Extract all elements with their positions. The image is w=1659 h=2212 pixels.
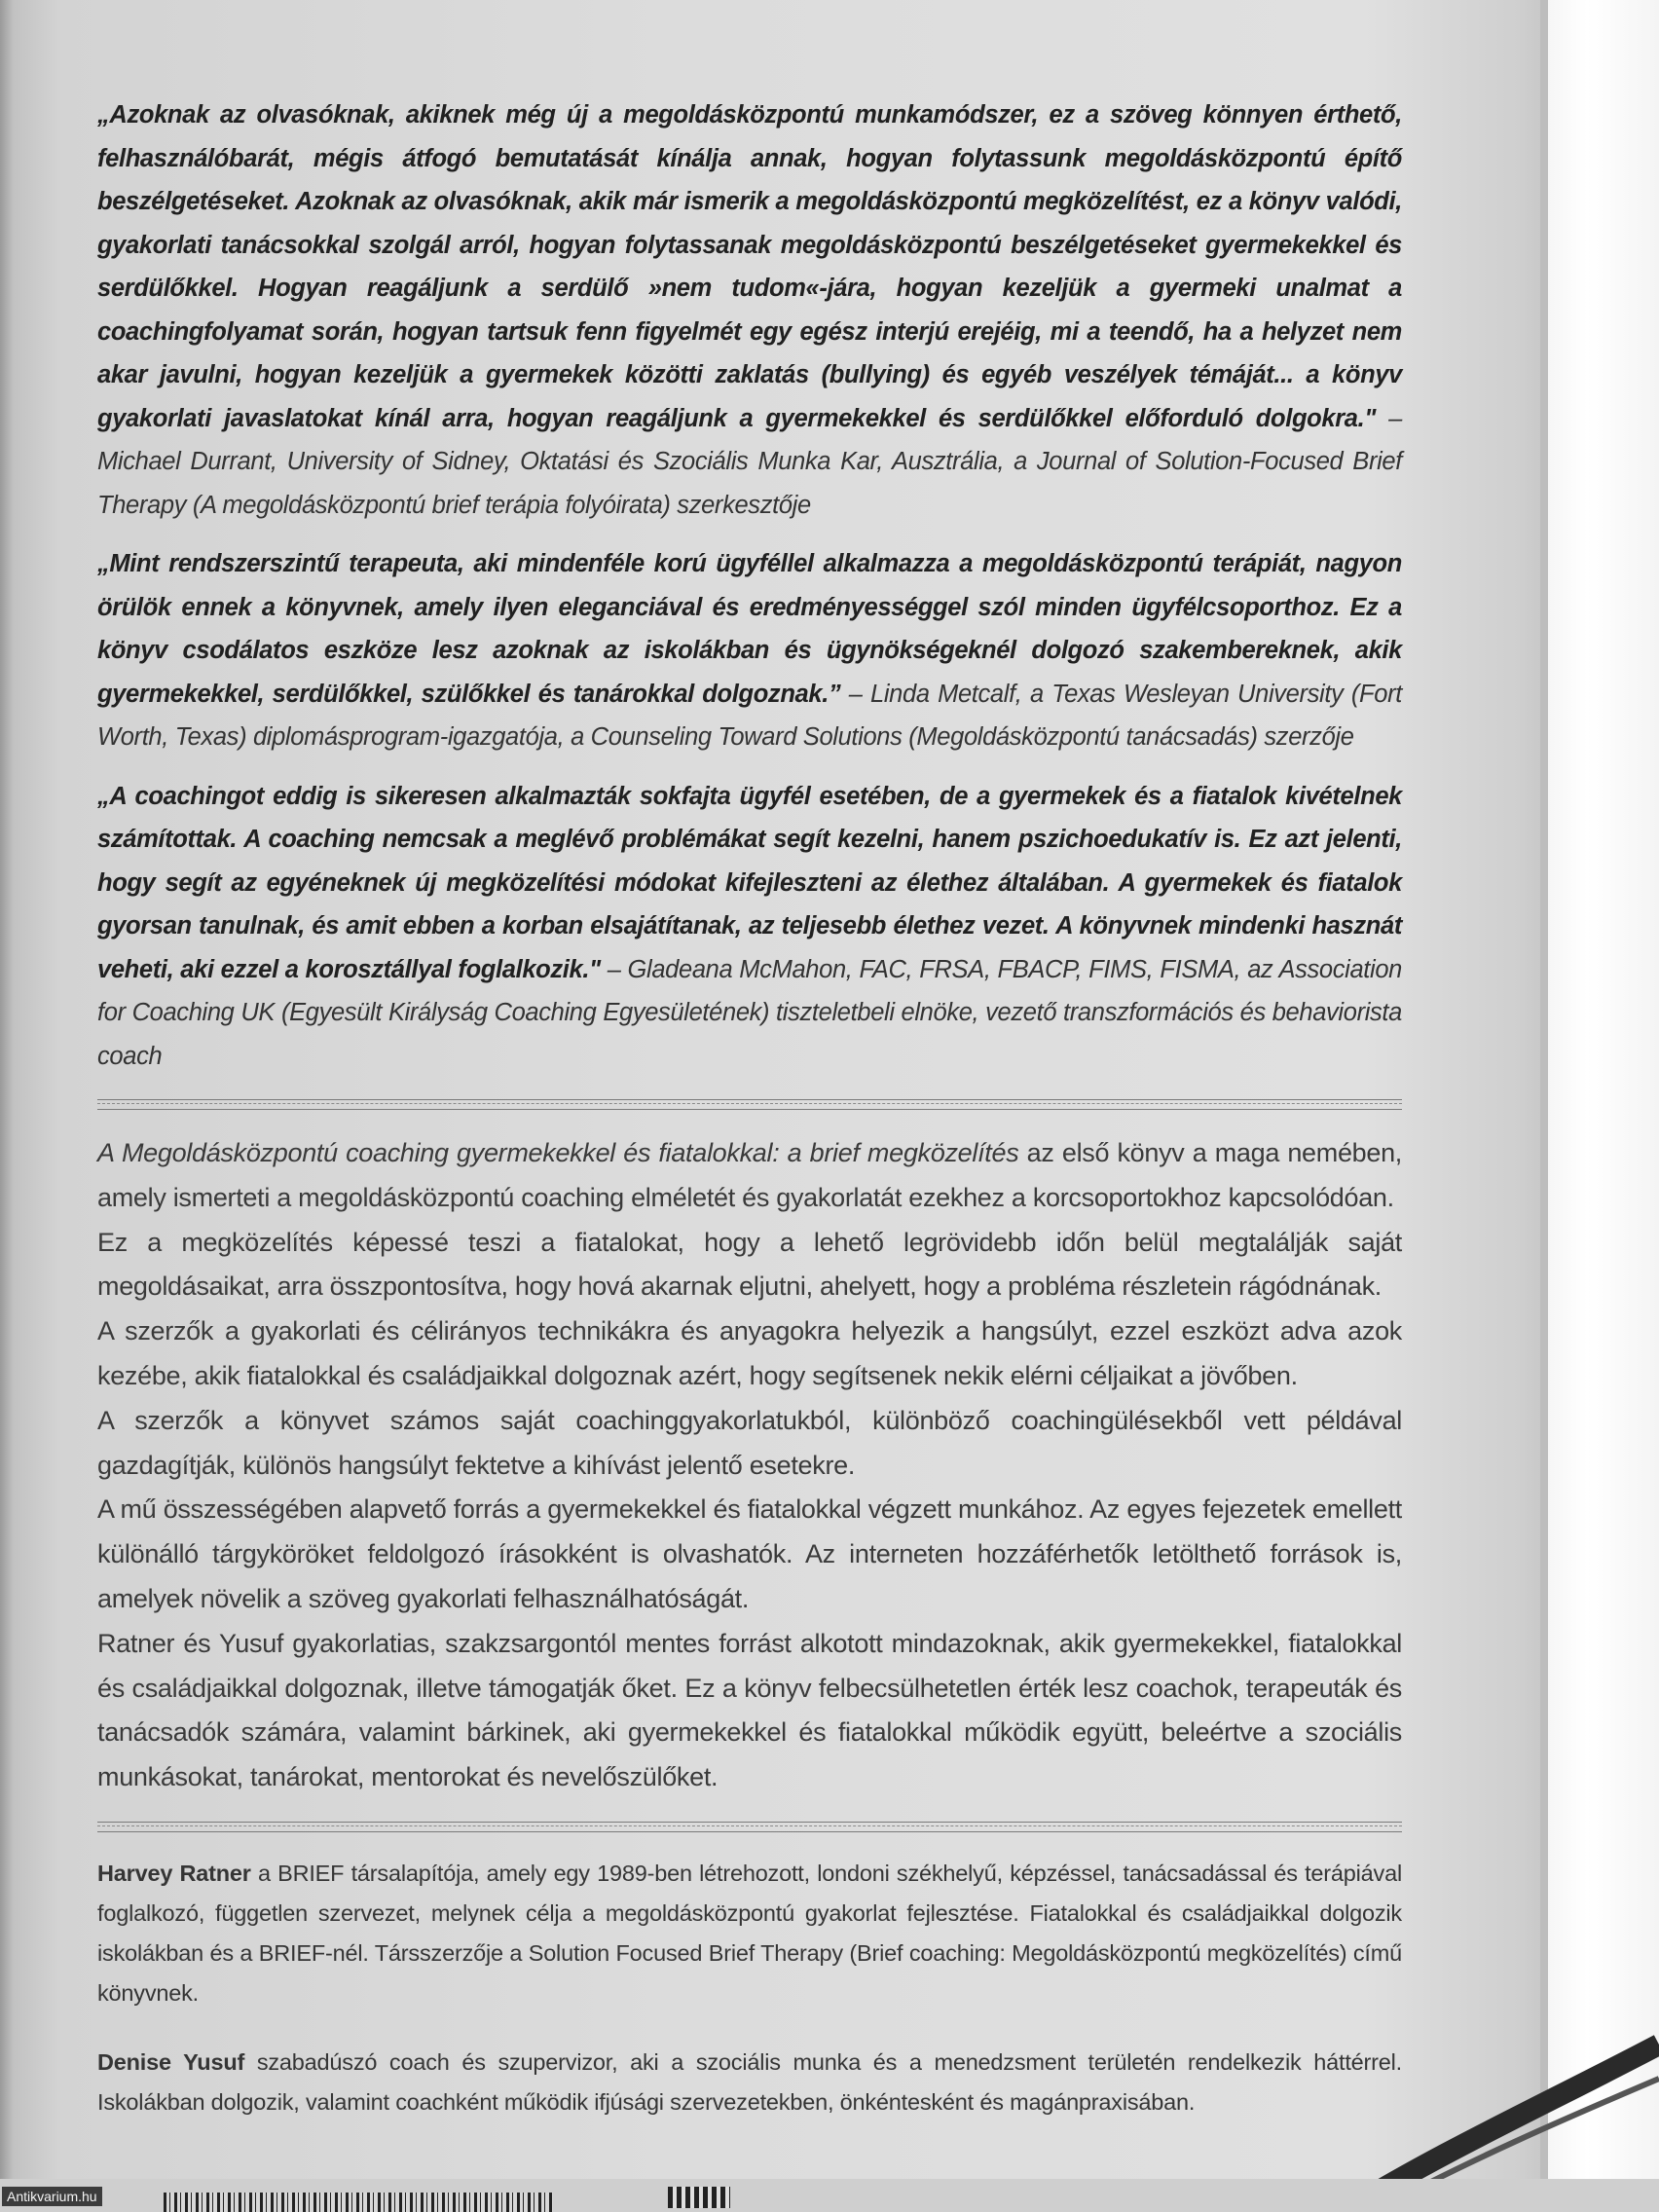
description-paragraph (97, 1131, 1402, 1221)
spine-line (1540, 0, 1548, 2212)
quote-attribution: – Michael Durrant, University of Sidney, Oktatási és Szociális Munka Kar, Ausztrália, a Journal of Solution-Focused Brief Therapy (A megoldásközpontú brief terápia folyóirata) szerkesztője (97, 404, 1402, 519)
description-text: az első könyv a maga nemében, amely ismerteti a megoldásközpontú coaching elméletét és gyakorlatát ezekhez a korcsoportokhoz kapcsolódóan. (97, 1138, 1403, 1212)
divider-1 (97, 1099, 1402, 1110)
back-cover-text (97, 93, 1402, 2122)
description-paragraph: A szerzők a könyvet számos saját coachinggyakorlatukból, különböző coachingülésekből vett példával gazdagítják, különös hangsúlyt fektetve a kihívást jelentő esetekre. (97, 1405, 1402, 1480)
book-description (97, 1131, 1402, 1800)
description-paragraph: Ez a megközelítés képessé teszi a fiatalokat, hogy a lehető legrövidebb időn belül megtalálják saját megoldásaikat, arra összpontosítva, hogy hová akarnak eljutni, ahelyett, hogy a probléma részletein rágódnának. (97, 1227, 1402, 1302)
quote-text: „Mint rendszerszintű terapeuta, aki mindenféle korú ügyféllel alkalmazza a megoldásközpontú terápiát, nagyon örülök ennek a könyvnek, amely ilyen eleganciával és eredményességgel szól minden ügyfélcsoporthoz. Ez a könyv csodálatos eszköze lesz azoknak az iskolákban és ügynökségeknél dolgozó szakembereknek, akik gyermekekkel, serdülőkkel, szülőkkel és tanárokkal dolgoznak.” (97, 550, 1402, 708)
watermark: Antikvarium.hu (2, 2187, 102, 2206)
author-name: Harvey Ratner (97, 1860, 251, 1886)
book-title: A Megoldásközpontú coaching gyermekekkel és fiatalokkal: a brief megközelítés (97, 1138, 1019, 1167)
cover-edge (1548, 0, 1659, 2212)
quote-attribution: – Gladeana McMahon, FAC, FRSA, FBACP, FIMS, FISMA, az Association for Coaching UK (Egyesült Királyság Coaching Egyesületének) tiszteletbeli elnöke, vezető transzformációs és behaviorista coach (97, 955, 1402, 1070)
quote-mcmahon (97, 775, 1402, 1079)
barcode (164, 2193, 553, 2212)
author-bios (97, 1854, 1402, 2122)
quote-text: „Azoknak az olvasóknak, akiknek még új a megoldásközpontú munkamódszer, ez a szöveg könnyen érthető, felhasználóbarát, mégis átfogó bemutatását kínálja annak, hogyan folytassunk megoldásközpontú építő beszélgetéseket. Azoknak az olvasóknak, akik már ismerik a megoldásközpontú megközelítést, ez a könyv valódi, gyakorlati tanácsokkal szolgál arról, hogyan folytassanak megoldásközpontú beszélgetéseket gyermekekkel és serdülőkkel. Hogyan reagáljunk a serdülő »nem tudom«-jára, hogyan kezeljük a gyermeki unalmat a coachingfolyamat során, hogyan tartsuk fenn figyelmét egy egész interjú erejéig, mi a teendő, ha a helyzet nem akar javulni, hogyan kezeljük a gyermekek közötti zaklatás (bullying) és egyéb veszélyek témáját... a könyv gyakorlati javaslatokat kínál arra, hogyan reagáljunk a gyermekekkel és serdülőkkel előforduló dolgokra." (97, 101, 1402, 432)
description-paragraph: A szerzők a gyakorlati és célirányos technikákra és anyagokra helyezik a hangsúlyt, ezzel eszközt adva azok kezébe, akik fiatalokkal és családjaikkal dolgoznak azért, hogy segítsenek nekik elérni céljaikat a jövőben. (97, 1316, 1402, 1390)
divider-2 (97, 1822, 1402, 1832)
author-bio-yusuf (97, 2043, 1402, 2122)
quote-attribution: – Linda Metcalf, a Texas Wesleyan University (Fort Worth, Texas) diplomásprogram-igazgatója, a Counseling Toward Solutions (Megoldásközpontú tanácsadás) szerzője (97, 680, 1402, 751)
author-name: Denise Yusuf (97, 2048, 245, 2075)
author-bio-ratner (97, 1854, 1402, 2013)
description-paragraph: A mű összességében alapvető forrás a gyermekekkel és fiatalokkal végzett munkához. Az egyes fejezetek emellett különálló tárgyköröket feldolgozó írásokként is olvashatók. Az interneten hozzáférhetők letölthető források is, amelyek növelik a szöveg gyakorlati felhasználhatóságát. (97, 1494, 1402, 1613)
author-bio-text: szabadúszó coach és szupervizor, aki a szociális munka és a menedzsment területén rendelkezik háttérrel. Iskolákban dolgozik, valamint coachként működik ifjúsági szervezetekben, önkéntesként és magánpraxisában. (97, 2048, 1402, 2115)
quote-metcalf (97, 542, 1402, 759)
quote-durrant (97, 93, 1402, 527)
quote-text: „A coachingot eddig is sikeresen alkalmazták sokfajta ügyfél esetében, de a gyermekek és a fiatalok kivételnek számítottak. A coaching nemcsak a meglévő problémákat segít kezelni, hanem pszichoedukatív is. Ez azt jelenti, hogy segít az egyéneknek új megközelítési módokat kifejleszteni az élethez általában. A gyermekek és fiatalok gyorsan tanulnak, és amit ebben a korban elsajátítanak, az teljesebb élethez vezet. A könyvnek mindenki hasznát veheti, aki ezzel a korosztállyal foglalkozik." (97, 782, 1402, 983)
description-paragraph: Ratner és Yusuf gyakorlatias, szakzsargontól mentes forrást alkotott mindazoknak, akik gyermekekkel, fiatalokkal és családjaikkal dolgoznak, illetve támogatják őket. Ez a könyv felbecsülhetetlen érték lesz coachok, terapeuták és tanácsadók számára, valamint bárkinek, aki gyermekekkel és fiatalokkal működik együtt, beleértve a szociális munkásokat, tanárokat, mentorokat és nevelőszülőket. (97, 1628, 1402, 1792)
author-bio-text: a BRIEF társalapítója, amely egy 1989-ben létrehozott, londoni székhelyű, képzéssel, tanácsadással és terápiával foglalkozó, független szervezet, melynek célja a megoldásközpontú gyakorlat fejlesztése. Fiatalokkal és családjaikkal dolgozik iskolákban és a BRIEF-nél. Társszerzője a Solution Focused Brief Therapy (Brief coaching: Megoldásközpontú megközelítés) című könyvnek. (97, 1860, 1402, 2006)
qr-code (668, 2187, 730, 2208)
